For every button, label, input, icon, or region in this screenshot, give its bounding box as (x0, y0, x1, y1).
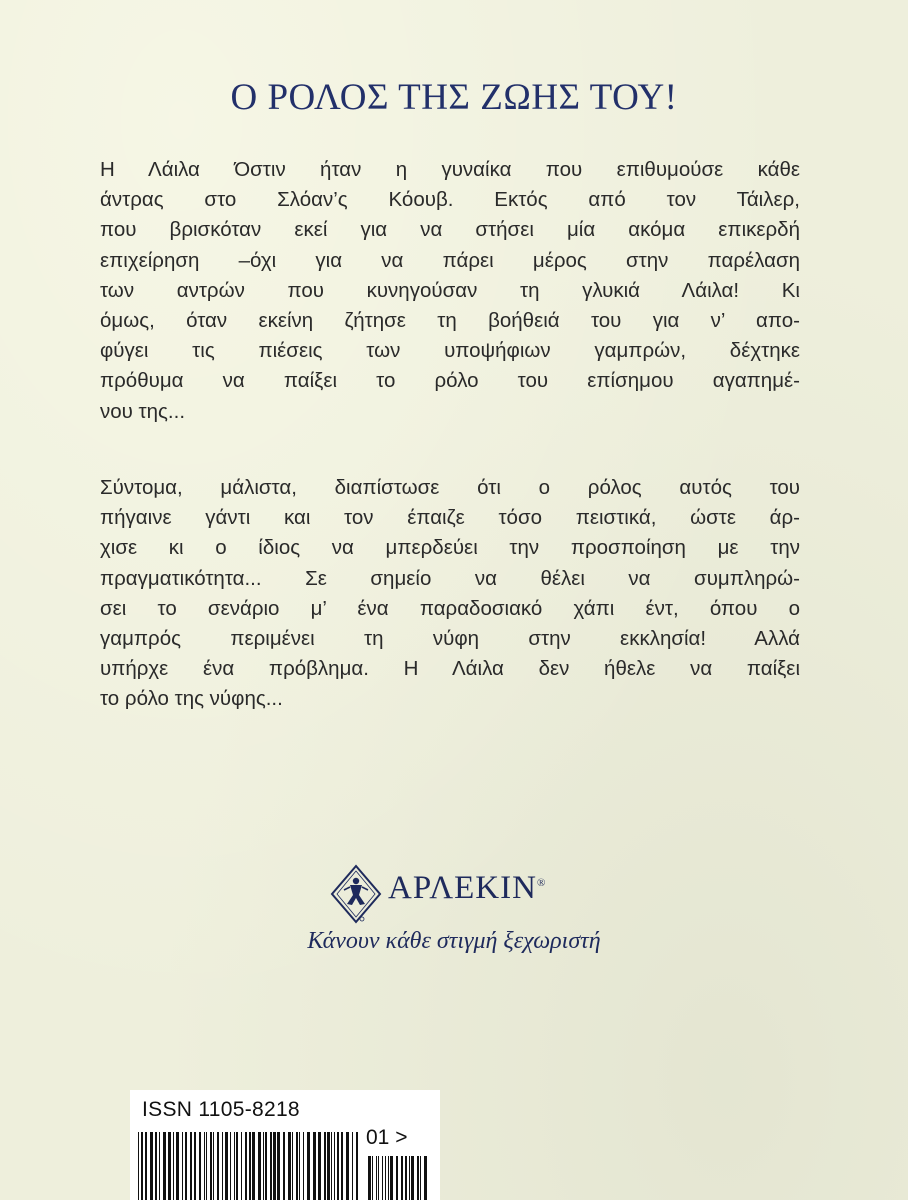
barcode-bar (341, 1132, 343, 1200)
publisher-name: ΑΡΛΕΚΙΝ® (388, 870, 547, 906)
blurb-line: πραγματικότητα... Σε σημείο να θέλει να συμπληρώ- (100, 566, 800, 590)
barcode-bar (222, 1132, 223, 1200)
blurb-line: σει το σενάριο μ’ ένα παραδοσιακό χάπι έντ, όπου ο (100, 596, 800, 620)
barcode-bar (249, 1132, 251, 1200)
barcode-bar (376, 1156, 377, 1200)
barcode-bar (331, 1132, 332, 1200)
barcode-bar (204, 1132, 205, 1200)
blurb-paragraph-2 (100, 473, 800, 715)
barcode-bar (313, 1132, 316, 1200)
barcode-bar (182, 1132, 183, 1200)
barcode-bar (252, 1132, 255, 1200)
barcode-bar (159, 1132, 160, 1200)
barcode-bar (409, 1156, 410, 1200)
registered-mark: ® (536, 877, 547, 889)
barcode-bar (206, 1132, 207, 1200)
blurb-line: άντρας στο Σλόαν’ς Κόουβ. Εκτός από τον Τάιλερ, (100, 188, 800, 212)
barcode-bar (372, 1156, 373, 1200)
barcode-bar (424, 1156, 427, 1200)
blurb-line: που βρισκόταν εκεί για να στήσει μία ακόμα επικερδή (100, 218, 800, 242)
barcode-bar (401, 1156, 403, 1200)
barcode-bar (346, 1132, 349, 1200)
barcode-bar (356, 1132, 358, 1200)
barcode-bar (352, 1132, 353, 1200)
barcode-bar (378, 1156, 379, 1200)
barcode-bar (199, 1132, 201, 1200)
barcode-bar (307, 1132, 310, 1200)
blurb-line: το ρόλο της νύφης... (100, 687, 283, 711)
barcode-bar (368, 1156, 371, 1200)
addon-arrow: > (395, 1126, 408, 1149)
blurb-paragraph-1 (100, 155, 800, 427)
barcode-bar (190, 1132, 192, 1200)
barcode-bar (168, 1132, 171, 1200)
barcode-bar (225, 1132, 228, 1200)
barcode-bar (288, 1132, 291, 1200)
barcode-addon-bars (368, 1156, 428, 1200)
blurb-line: γαμπρός περιμένει τη νύφη στην εκκλησία! Αλλά (100, 627, 800, 651)
blurb-line: υπήρχε ένα πρόβλημα. Η Λάιλα δεν ήθελε να παίξει (100, 657, 800, 681)
barcode-bar (176, 1132, 179, 1200)
barcode-bar (382, 1156, 383, 1200)
barcode-bar (270, 1132, 272, 1200)
blurb-line: επιχείρηση –όχι για να πάρει μέρος στην παρέλαση (100, 248, 800, 272)
blurb-line: νου της... (100, 399, 186, 423)
barcode-bar (292, 1132, 293, 1200)
blurb-line: χισε κι ο ίδιος να μπερδεύει την προσποίηση με την (100, 536, 800, 560)
barcode-bar (390, 1156, 393, 1200)
barcode-bar (241, 1132, 242, 1200)
blurb-line: όμως, όταν εκείνη ζήτησε τη βοήθειά του για ν’ απο- (100, 309, 800, 333)
blurb-line: πήγαινε γάντι και τον έπαιζε τόσο πειστικά, ώστε άρ- (100, 506, 800, 530)
barcode-bar (411, 1156, 414, 1200)
barcode-bar (194, 1132, 196, 1200)
barcode-bar (324, 1132, 326, 1200)
barcode-bar (385, 1156, 386, 1200)
barcode-bar (327, 1132, 330, 1200)
barcode-bar (258, 1132, 261, 1200)
barcode-bar (217, 1132, 219, 1200)
barcode-bar (230, 1132, 231, 1200)
barcode-bar (236, 1132, 238, 1200)
barcode-bar (213, 1132, 214, 1200)
barcode-bar (299, 1132, 300, 1200)
barcode-bar (303, 1132, 304, 1200)
barcode-bar (155, 1132, 157, 1200)
blurb-line: Η Λάιλα Όστιν ήταν η γυναίκα που επιθυμούσε κάθε (100, 158, 800, 181)
barcode-bar (273, 1132, 276, 1200)
book-title: Ο ΡΟΛΟΣ ΤΗΣ ΖΩΗΣ ΤΟΥ! (230, 77, 678, 118)
barcode-bar (337, 1132, 339, 1200)
barcode-bar (141, 1132, 143, 1200)
barcode-bar (318, 1132, 321, 1200)
barcode-bar (417, 1156, 419, 1200)
issn-number: ISSN 1105-8218 (142, 1098, 300, 1121)
barcode (138, 1132, 362, 1200)
barcode-bar (150, 1132, 153, 1200)
barcode-addon: 01 > (366, 1126, 408, 1149)
barcode-bar (265, 1132, 267, 1200)
barcode-bar (277, 1132, 280, 1200)
barcode-bar (334, 1132, 335, 1200)
barcode-bar (234, 1132, 235, 1200)
barcode-bar (396, 1156, 398, 1200)
publisher-logo (330, 862, 590, 926)
barcode-bar (245, 1132, 247, 1200)
blurb-line: των αντρών που κυνηγούσαν τη γλυκιά Λάιλα! Κι (100, 278, 800, 302)
blurb-line: πρόθυμα να παίξει το ρόλο του επίσημου αγαπημέ- (100, 369, 800, 393)
barcode-bar (210, 1132, 212, 1200)
barcode-bar (420, 1156, 421, 1200)
barcode-bar (283, 1132, 285, 1200)
blurb-line: φύγει τις πιέσεις των υποψήφιων γαμπρών, δέχτηκε (100, 339, 800, 363)
barcode-area (130, 1090, 440, 1200)
barcode-bar (138, 1132, 139, 1200)
barcode-bar (388, 1156, 389, 1200)
barcode-bar (263, 1132, 264, 1200)
barcode-bar (145, 1132, 147, 1200)
harlequin-diamond-icon (330, 864, 382, 924)
barcode-bar (405, 1156, 407, 1200)
barcode-bar (163, 1132, 166, 1200)
barcode-bar (185, 1132, 187, 1200)
blurb-line: Σύντομα, μάλιστα, διαπίστωσε ότι ο ρόλος αυτός του (100, 476, 800, 499)
barcode-bar (296, 1132, 298, 1200)
publisher-tagline: Κάνουν κάθε στιγμή ξεχωριστή (307, 928, 601, 954)
barcode-bar (173, 1132, 174, 1200)
